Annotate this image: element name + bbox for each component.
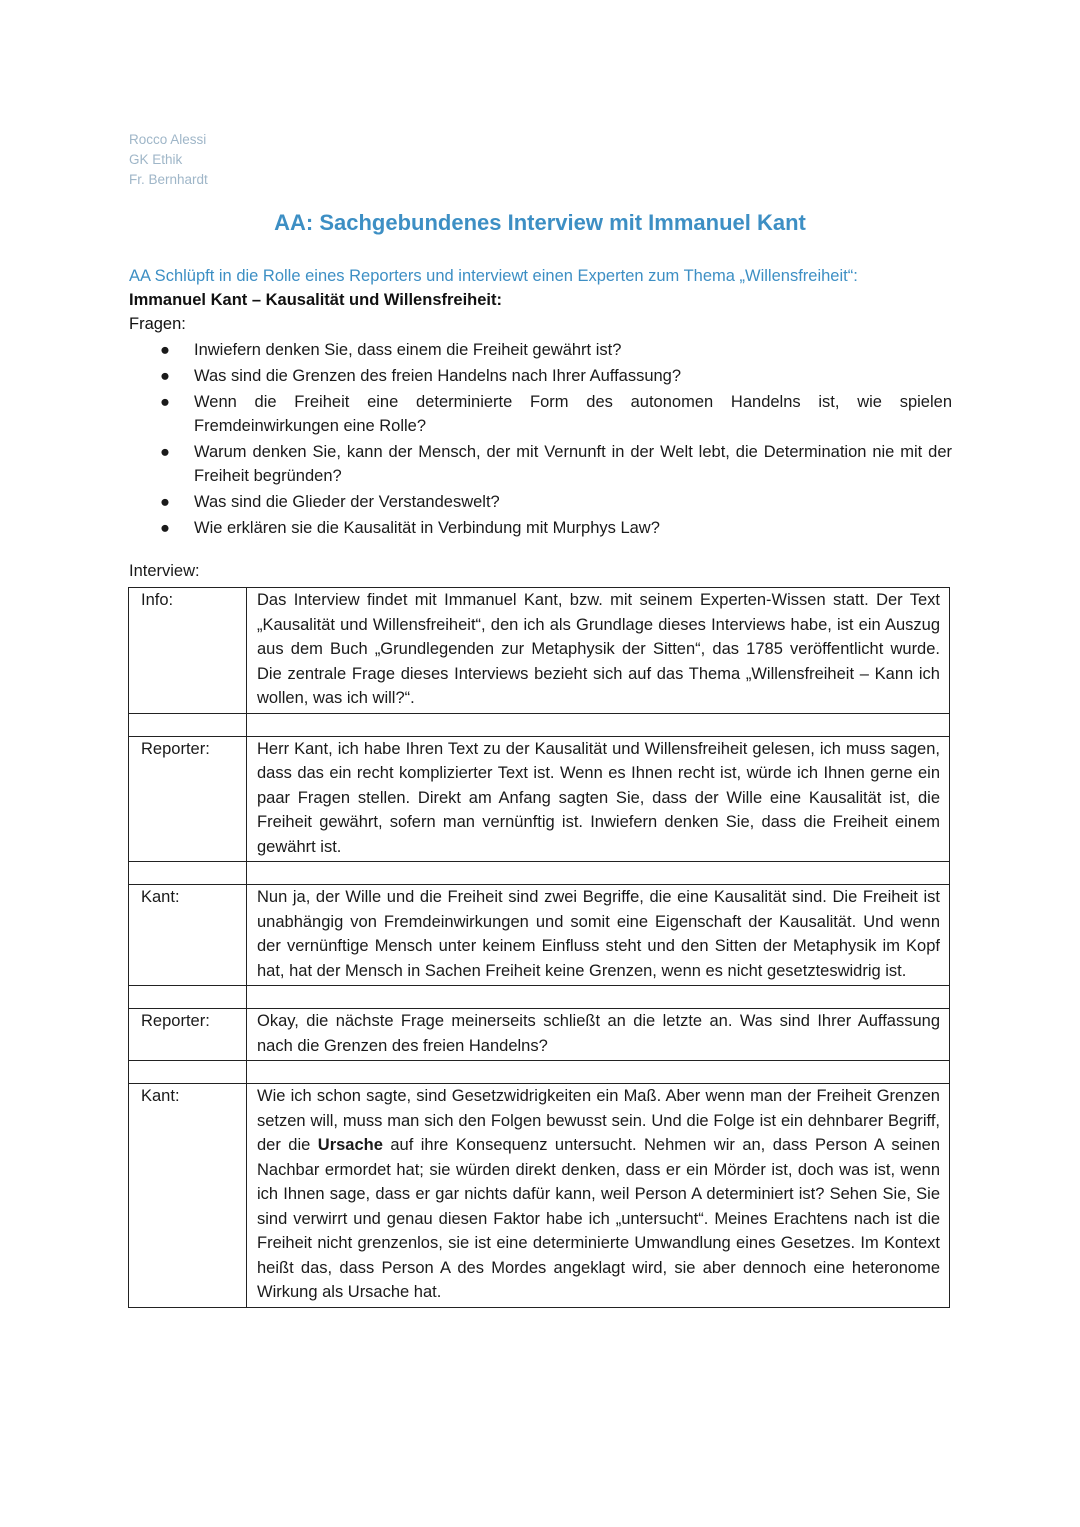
empty-cell <box>129 1061 247 1084</box>
speaker-cell: Info: <box>129 588 247 714</box>
interview-table <box>128 587 950 1308</box>
list-item <box>160 440 952 488</box>
empty-cell <box>247 862 950 885</box>
table-spacer-row <box>129 862 950 885</box>
questions-label: Fragen: <box>129 315 186 333</box>
bullet-icon: ● <box>160 443 170 461</box>
task-instruction: AA Schlüpft in die Rolle eines Reporters und interviewt einen Experten zum Thema „Willensfreiheit“: <box>129 267 858 285</box>
table-row <box>129 1009 950 1061</box>
table-row <box>129 588 950 714</box>
table-spacer-row <box>129 986 950 1009</box>
empty-cell <box>129 986 247 1009</box>
speaker-cell: Reporter: <box>129 1009 247 1061</box>
table-spacer-row <box>129 1061 950 1084</box>
bullet-icon: ● <box>160 393 170 411</box>
empty-cell <box>247 713 950 736</box>
dialogue-cell: Okay, die nächste Frage meinerseits schließt an die letzte an. Was sind Ihrer Auffassung nach die Grenzen des freien Handelns? <box>247 1009 950 1061</box>
table-row <box>129 736 950 862</box>
dialogue-cell: Herr Kant, ich habe Ihren Text zu der Kausalität und Willensfreiheit gelesen, ich muss sagen, dass das ein recht komplizierter Text ist. Wenn es Ihnen recht ist, würde ich Ihnen gerne ein paar Fragen stellen. Direkt am Anfang sagten Sie, dass der Wille eine Kausalität ist, die Freiheit gewährt, sofern man vernünftig ist. Inwiefern denken Sie, dass die Freiheit einem gewährt ist. <box>247 736 950 862</box>
dialogue-cell <box>247 1084 950 1308</box>
list-item <box>160 364 952 388</box>
empty-cell <box>129 862 247 885</box>
bullet-icon: ● <box>160 367 170 385</box>
dialogue-text-part: auf ihre Konsequenz untersucht. Nehmen wir an, dass Person A seinen Nachbar ermordet hat; sie würden direkt denken, dass er ein Mörder ist, doch was ist, wenn ich Ihnen sage, dass er gar nichts dafür kann, weil Person A determiniert ist? Sehen Sie, Sie sind verwirrt und genau diesen Faktor habe ich „untersucht“. Meines Erachtens nach ist die Freiheit nicht grenzenlos, sie ist eine determinierte Umwandlung eines Gesetzes. Im Kontext heißt das, dass Person A des Mordes angeklagt wird, sie aber dennoch eine heteronome Wirkung als Ursache hat. <box>257 1136 940 1301</box>
list-item <box>160 490 952 514</box>
question-text: Wie erklären sie die Kausalität in Verbindung mit Murphys Law? <box>194 519 660 537</box>
dialogue-cell: Das Interview findet mit Immanuel Kant, bzw. mit seinem Experten-Wissen statt. Der Text „Kausalität und Willensfreiheit“, den ich als Grundlage dieses Interviews habe, ist ein Auszug aus dem Buch „Grundlegenden zur Metaphysik der Sitten“, das 1785 veröffentlicht wurde. Die zentrale Frage dieses Interviews bezieht sich auf das Thema „Willensfreiheit – Kann ich wollen, was ich will?“. <box>247 588 950 714</box>
list-item <box>160 338 952 362</box>
question-text: Was sind die Glieder der Verstandeswelt? <box>194 493 500 511</box>
intro-section <box>129 264 959 336</box>
author-name: Rocco Alessi <box>129 132 207 147</box>
question-text: Wenn die Freiheit eine determinierte Form des autonomen Handelns ist, wie spielen Fremdeinwirkungen eine Rolle? <box>194 393 952 435</box>
table-row <box>129 1084 950 1308</box>
bold-term-ursache: Ursache <box>317 1136 383 1154</box>
section-subtitle: Immanuel Kant – Kausalität und Willensfreiheit: <box>129 291 502 309</box>
empty-cell <box>247 986 950 1009</box>
course-name: GK Ethik <box>129 152 183 167</box>
bullet-icon: ● <box>160 493 170 511</box>
document-header <box>129 130 208 190</box>
empty-cell <box>247 1061 950 1084</box>
table-row <box>129 885 950 986</box>
speaker-cell: Reporter: <box>129 736 247 862</box>
speaker-cell: Kant: <box>129 885 247 986</box>
questions-list <box>160 338 952 542</box>
question-text: Was sind die Grenzen des freien Handelns nach Ihrer Auffassung? <box>194 367 682 385</box>
question-text: Inwiefern denken Sie, dass einem die Freiheit gewährt ist? <box>194 341 622 359</box>
bullet-icon: ● <box>160 341 170 359</box>
interview-label: Interview: <box>129 562 200 580</box>
bullet-icon: ● <box>160 519 170 537</box>
table-spacer-row <box>129 713 950 736</box>
speaker-cell: Kant: <box>129 1084 247 1308</box>
page-title: AA: Sachgebundenes Interview mit Immanuel Kant <box>274 210 806 235</box>
empty-cell <box>129 713 247 736</box>
dialogue-cell: Nun ja, der Wille und die Freiheit sind zwei Begriffe, die eine Kausalität sind. Die Freiheit ist unabhängig von Fremdeinwirkungen und somit eine Eigenschaft der Kausalität. Und wenn der vernünftige Mensch unter keinem Einfluss steht und den Sitten der Metaphysik im Kopf hat, hat der Mensch in Sachen Freiheit keine Grenzen, wenn es nicht gesetzteswidrig ist. <box>247 885 950 986</box>
dialogue-text-part: Wie ich schon sagte, sind Gesetzwidrigkeiten ein Maß. Aber wenn man der Freiheit Grenzen setzen will, muss man sich den Folgen bewusst sein. Und die Folge ist ein dehnbarer Begriff, der die <box>257 1087 940 1154</box>
list-item <box>160 390 952 438</box>
question-text: Warum denken Sie, kann der Mensch, der mit Vernunft in der Welt lebt, die Determination nie mit der Freiheit begründen? <box>194 443 952 485</box>
list-item <box>160 516 952 540</box>
teacher-name: Fr. Bernhardt <box>129 172 208 187</box>
